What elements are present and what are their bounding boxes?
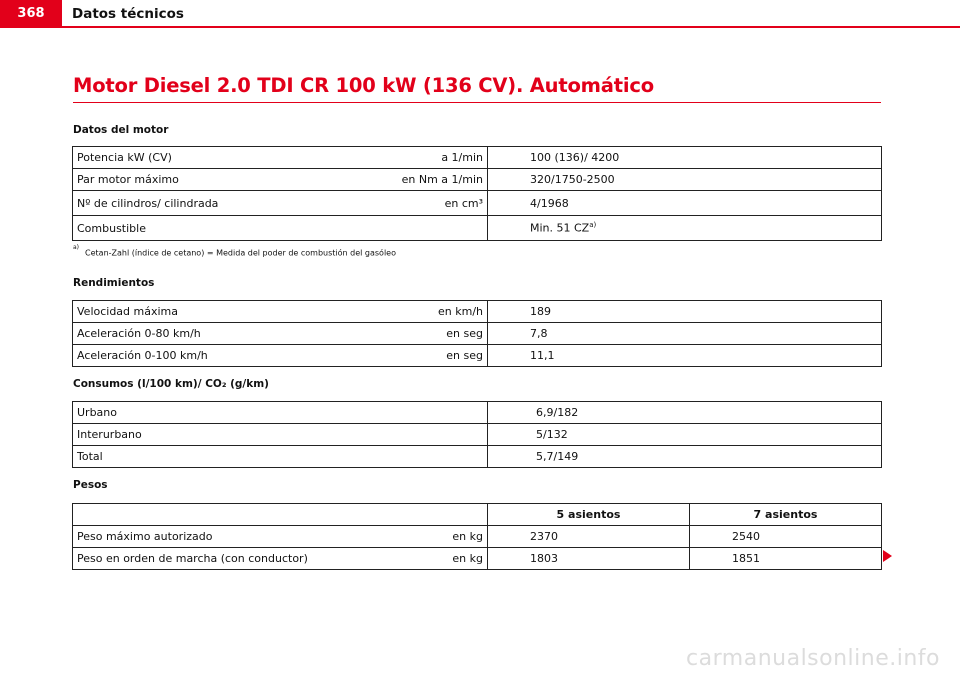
- row-value-fuel: [488, 216, 882, 241]
- table-row: [73, 424, 882, 446]
- table-row: [73, 446, 882, 468]
- row-label: Urbano: [73, 402, 342, 424]
- row-value: 320/1750-2500: [488, 169, 882, 191]
- footnote-ref: a): [589, 221, 597, 230]
- row-value: 5,7/149: [488, 446, 882, 468]
- col-header-7-seats: 7 asientos: [690, 504, 882, 526]
- table-row: [73, 548, 882, 570]
- table-row: [73, 526, 882, 548]
- table-row: [73, 216, 882, 241]
- pesos-table: [72, 503, 882, 570]
- row-label: Velocidad máxima: [73, 301, 342, 323]
- row-value: 4/1968: [488, 191, 882, 216]
- motor-table: [72, 146, 882, 241]
- table-header-row: [73, 504, 882, 526]
- row-unit: en seg: [341, 345, 488, 367]
- page-title: Motor Diesel 2.0 TDI CR 100 kW (136 CV). Automático: [73, 74, 654, 97]
- footnote: [73, 244, 396, 258]
- table-row: [73, 301, 882, 323]
- row-value: 6,9/182: [488, 402, 882, 424]
- row-value-7-seats: 2540: [690, 526, 882, 548]
- row-label: Nº de cilindros/ cilindrada: [73, 191, 342, 216]
- table-row: [73, 323, 882, 345]
- rendimientos-table: [72, 300, 882, 367]
- header-empty: [73, 504, 342, 526]
- table-row: [73, 402, 882, 424]
- footnote-mark: a): [73, 244, 80, 251]
- col-header-5-seats: 5 asientos: [488, 504, 690, 526]
- row-label: Interurbano: [73, 424, 342, 446]
- row-unit: en Nm a 1/min: [341, 169, 488, 191]
- row-label: Aceleración 0-80 km/h: [73, 323, 342, 345]
- row-value: 189: [488, 301, 882, 323]
- consumos-table: [72, 401, 882, 468]
- title-divider: [73, 102, 881, 103]
- row-value-5-seats: 1803: [488, 548, 690, 570]
- row-unit: [341, 402, 488, 424]
- header-title: Datos técnicos: [72, 6, 184, 22]
- page-number: 368: [0, 0, 62, 26]
- table-row: [73, 147, 882, 169]
- row-value: 7,8: [488, 323, 882, 345]
- row-unit: en seg: [341, 323, 488, 345]
- row-label: Par motor máximo: [73, 169, 342, 191]
- header-rule: [0, 26, 960, 28]
- row-unit: en km/h: [341, 301, 488, 323]
- table-row: [73, 345, 882, 367]
- row-value-7-seats: 1851: [690, 548, 882, 570]
- row-unit: en kg: [341, 526, 488, 548]
- section-title-rendimientos: Rendimientos: [73, 277, 155, 289]
- row-unit: en cm³: [341, 191, 488, 216]
- section-title-motor: Datos del motor: [73, 124, 169, 136]
- row-unit: [341, 216, 488, 241]
- arrow-right-icon: [883, 550, 892, 562]
- row-label: Peso máximo autorizado: [73, 526, 342, 548]
- row-label: Total: [73, 446, 342, 468]
- section-title-pesos: Pesos: [73, 479, 108, 491]
- row-unit: [341, 446, 488, 468]
- row-label: Aceleración 0-100 km/h: [73, 345, 342, 367]
- row-label: Potencia kW (CV): [73, 147, 342, 169]
- row-value: 11,1: [488, 345, 882, 367]
- page-header: [0, 0, 960, 28]
- row-unit: [341, 424, 488, 446]
- row-label: Combustible: [73, 216, 342, 241]
- row-label: Peso en orden de marcha (con conductor): [73, 548, 342, 570]
- table-row: [73, 169, 882, 191]
- section-title-consumos: Consumos (l/100 km)/ CO₂ (g/km): [73, 378, 269, 390]
- row-unit: a 1/min: [341, 147, 488, 169]
- footnote-text: Cetan-Zahl (índice de cetano) = Medida del poder de combustión del gasóleo: [85, 248, 396, 258]
- header-empty-unit: [341, 504, 488, 526]
- row-unit: en kg: [341, 548, 488, 570]
- row-value: 100 (136)/ 4200: [488, 147, 882, 169]
- row-value-5-seats: 2370: [488, 526, 690, 548]
- row-value: 5/132: [488, 424, 882, 446]
- fuel-value: Min. 51 CZ: [530, 221, 590, 235]
- watermark: carmanualsonline.info: [686, 646, 940, 671]
- table-row: [73, 191, 882, 216]
